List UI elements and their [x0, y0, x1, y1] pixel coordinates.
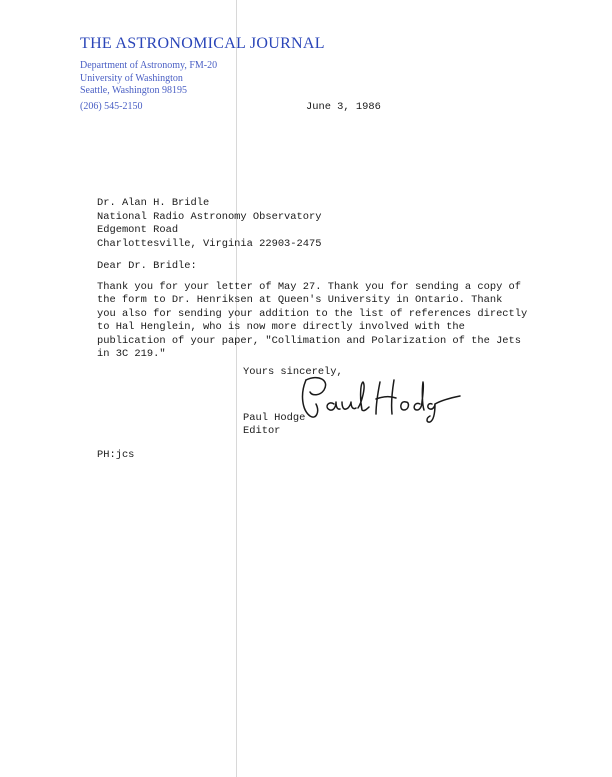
signer-block	[243, 412, 305, 439]
address-line: University of Washington	[80, 72, 183, 84]
address-line: Department of Astronomy, FM-20	[80, 60, 218, 71]
recipient-line: Edgemont Road	[97, 224, 179, 237]
letterhead-title: THE ASTRONOMICAL JOURNAL	[80, 35, 325, 52]
body-line: publication of your paper, "Collimation and Polarization of the Jets	[97, 334, 522, 347]
fold-line	[236, 0, 237, 777]
letter-body	[97, 281, 527, 361]
recipient-line: Charlottesville, Virginia 22903-2475	[97, 237, 322, 250]
letter-date: June 3, 1986	[306, 101, 381, 113]
signer-name: Paul Hodge	[243, 412, 306, 424]
handwritten-signature	[296, 374, 464, 424]
letterhead-address	[80, 60, 217, 98]
recipient-line: National Radio Astronomy Observatory	[97, 210, 322, 223]
body-line: the form to Dr. Henriksen at Queen's University in Ontario. Thank	[97, 294, 503, 307]
signer-title: Editor	[243, 425, 281, 438]
recipient-address	[97, 197, 321, 251]
body-line: you also for sending your addition to the list of references directly	[97, 307, 528, 320]
address-line: Seattle, Washington 98195	[80, 85, 188, 96]
body-line: Thank you for your letter of May 27. Thank you for sending a copy of	[97, 281, 522, 293]
reference-initials: PH:jcs	[97, 449, 135, 461]
salutation: Dear Dr. Bridle:	[97, 260, 197, 272]
closing: Yours sincerely,	[243, 366, 343, 378]
body-line: to Hal Henglein, who is now more directly involved with the	[97, 321, 465, 334]
letterhead-phone: (206) 545-2150	[80, 101, 143, 112]
recipient-line: Dr. Alan H. Bridle	[97, 197, 210, 209]
body-line: in 3C 219."	[97, 348, 166, 361]
